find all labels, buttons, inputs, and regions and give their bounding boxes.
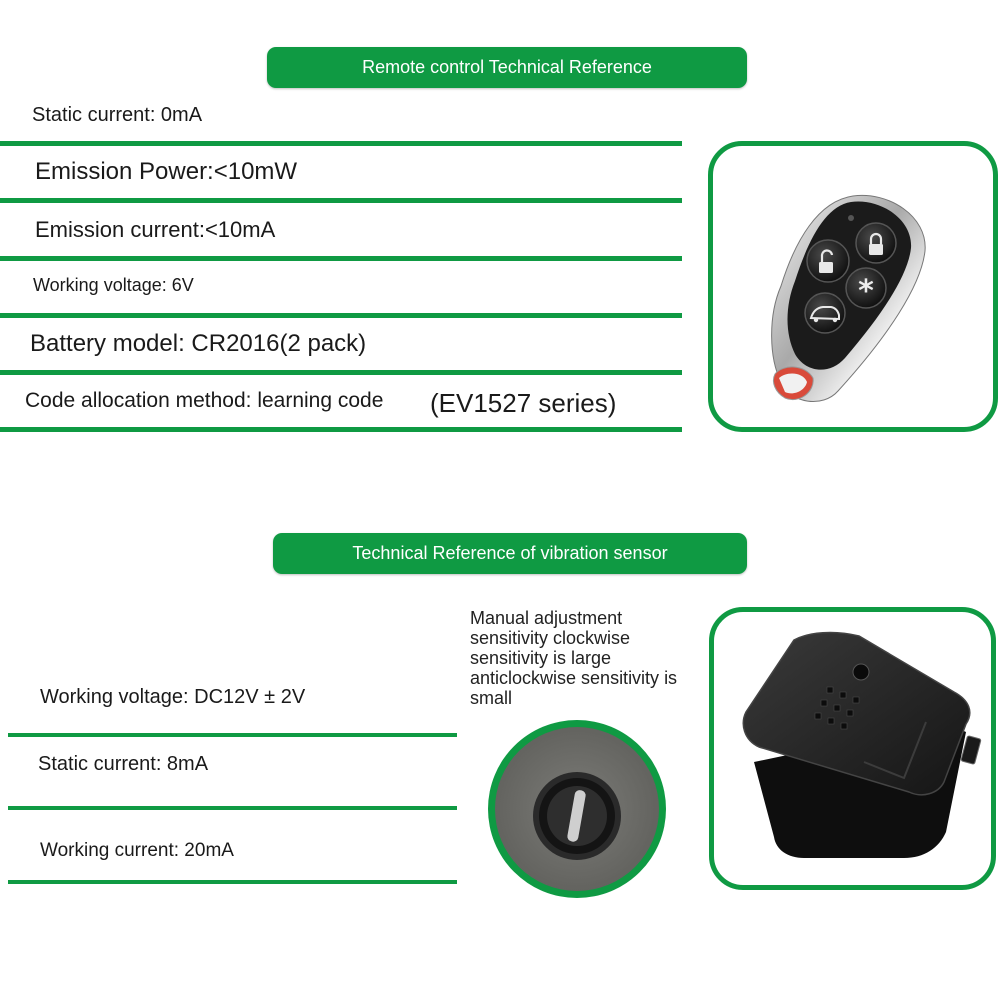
sensor-working-voltage: Working voltage: DC12V ± 2V [40, 686, 306, 708]
remote-battery-model: Battery model: CR2016(2 pack) [30, 330, 367, 357]
divider [8, 733, 457, 737]
remote-key-fob-image [713, 146, 993, 427]
adjustment-screw-icon [488, 720, 666, 898]
divider [8, 880, 457, 884]
remote-photo-frame [708, 141, 998, 432]
remote-static-current: Static current: 0mA [32, 104, 203, 126]
divider [8, 806, 457, 810]
car-trunk-icon [805, 293, 845, 333]
remote-banner-title: Remote control Technical Reference [362, 57, 652, 77]
remote-series-note: (EV1527 series) [430, 388, 617, 418]
unlock-icon [807, 240, 849, 282]
divider [0, 256, 682, 261]
divider [0, 370, 682, 375]
sensitivity-knob-closeup [488, 720, 666, 898]
svg-text:*: * [858, 274, 874, 309]
sensor-photo-frame [709, 607, 996, 890]
sensor-banner-title: Technical Reference of vibration sensor [352, 543, 668, 563]
remote-working-voltage: Working voltage: 6V [33, 275, 194, 295]
sensor-working-current: Working current: 20mA [40, 840, 234, 861]
note-line: sensitivity clockwise [470, 628, 631, 648]
lock-icon [856, 223, 896, 263]
remote-emission-current: Emission current:<10mA [35, 217, 276, 242]
remote-code-allocation: Code allocation method: learning code [25, 389, 384, 412]
sensor-section-banner [273, 533, 747, 574]
note-line: Manual adjustment [470, 608, 623, 628]
note-line: sensitivity is large [470, 648, 612, 668]
divider [0, 427, 682, 432]
note-line: small [470, 688, 513, 708]
sensitivity-adjustment-note [470, 608, 677, 708]
remote-emission-power: Emission Power:<10mW [35, 158, 298, 185]
divider [0, 141, 682, 146]
divider [0, 198, 682, 203]
asterisk-icon [846, 268, 886, 309]
vibration-sensor-image [714, 612, 991, 885]
divider [0, 313, 682, 318]
remote-section-banner [267, 47, 747, 88]
note-line: anticlockwise sensitivity is [470, 668, 678, 688]
sensor-static-current: Static current: 8mA [38, 753, 209, 775]
